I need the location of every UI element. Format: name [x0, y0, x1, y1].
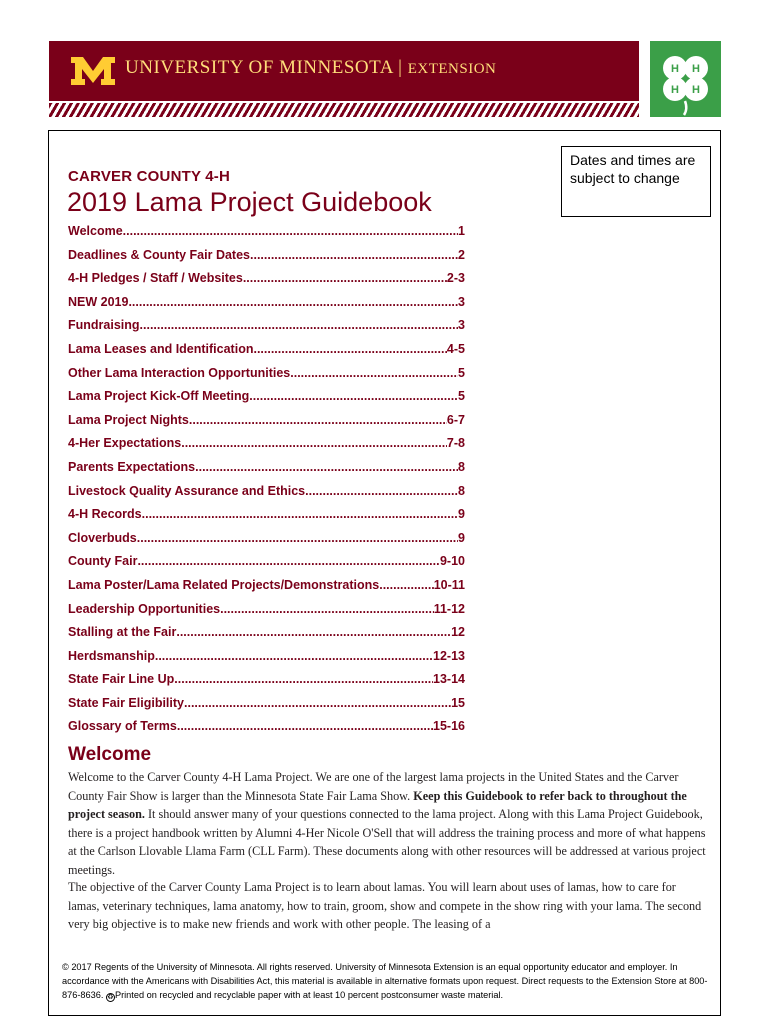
table-of-contents: [68, 224, 465, 743]
toc-leader-dots: [195, 460, 458, 474]
toc-entry-label: Lama Project Nights: [68, 412, 189, 427]
toc-entry-page: 8: [458, 483, 465, 498]
4h-clover-logo: [650, 41, 721, 117]
toc-entry[interactable]: [68, 342, 465, 366]
toc-entry-page: 2-3: [446, 271, 465, 286]
toc-leader-dots: [174, 672, 433, 686]
toc-entry[interactable]: [68, 531, 465, 555]
toc-entry[interactable]: [68, 366, 465, 390]
toc-entry-page: 1: [458, 224, 465, 238]
toc-entry-label: Lama Poster/Lama Related Projects/Demonstrations: [68, 577, 380, 592]
toc-entry-label: County Fair: [68, 554, 138, 569]
toc-entry-page: 11-12: [433, 601, 465, 616]
svg-text:H: H: [692, 63, 700, 75]
toc-entry-page: 10-11: [433, 577, 465, 592]
toc-entry[interactable]: [68, 295, 465, 319]
toc-leader-dots: [123, 224, 458, 238]
toc-leader-dots: [379, 578, 434, 592]
footer-text-a: © 2017 Regents of the University of Minnesota. All rights reserved. University of Minnesota Extension is an equal opportunity educator and employer. In accordance with the Americans with Disabilities Act, this material is available in alternative formats upon request. Direct requests to the Extension Store at 800-876-8636.: [62, 962, 708, 1000]
toc-entry[interactable]: [68, 271, 465, 295]
toc-leader-dots: [184, 696, 451, 710]
toc-entry[interactable]: [68, 672, 465, 696]
toc-entry-page: 15: [451, 695, 465, 710]
svg-text:H: H: [671, 63, 679, 75]
toc-entry-page: 12: [451, 625, 465, 640]
toc-entry[interactable]: [68, 484, 465, 508]
toc-entry[interactable]: [68, 578, 465, 602]
toc-entry-label: Fundraising: [68, 318, 140, 333]
toc-entry-page: 3: [458, 294, 465, 309]
toc-entry-page: 9: [458, 530, 465, 545]
dates-notice: Dates and times are subject to change: [561, 146, 711, 217]
toc-leader-dots: [128, 295, 458, 309]
toc-entry-page: 9: [458, 507, 465, 522]
toc-leader-dots: [176, 625, 451, 639]
toc-entry[interactable]: [68, 719, 465, 743]
welcome-paragraph-2: The objective of the Carver County Lama Project is to learn about lamas. You will learn about uses of lamas, how to care for lamas, veterinary techniques, lama anatomy, how to train, groom, show and compete in the show ring with your lama. The second very big objective is to make new friends and work with other people. The leasing of a: [68, 880, 702, 931]
toc-entry-page: 6-7: [446, 412, 465, 427]
toc-leader-dots: [137, 554, 440, 568]
toc-leader-dots: [220, 602, 434, 616]
toc-entry-label: Other Lama Interaction Opportunities: [68, 365, 291, 380]
page-title: 2019 Lama Project Guidebook: [67, 187, 432, 217]
toc-entry[interactable]: [68, 554, 465, 578]
toc-entry-label: State Fair Line Up: [68, 672, 175, 687]
toc-entry[interactable]: [68, 696, 465, 720]
toc-entry-label: State Fair Eligibility: [68, 695, 184, 710]
toc-entry-label: 4-H Pledges / Staff / Websites: [68, 271, 243, 286]
clover-icon: [650, 41, 721, 117]
toc-entry-page: 15-16: [433, 719, 465, 734]
brand-extension: EXTENSION: [407, 61, 497, 77]
toc-entry-page: 4-5: [446, 341, 465, 356]
recycle-icon: ♻: [107, 994, 114, 1001]
toc-entry-page: 8: [458, 459, 465, 474]
toc-entry-label: Lama Project Kick-Off Meeting: [68, 389, 250, 404]
toc-entry[interactable]: [68, 436, 465, 460]
toc-entry-page: 12-13: [433, 648, 465, 663]
toc-entry-label: Stalling at the Fair: [68, 625, 177, 640]
welcome-text-a: Welcome to the Carver County 4-H Lama Project. We are one of the largest lama projects in the United States and the Carver County Fair Show is larger than the Minnesota State Fair Lama Show.: [68, 770, 679, 803]
footer-text-b: Printed on recycled and recyclable paper with at least 10 percent postconsumer waste material.: [114, 990, 504, 1000]
brand-divider: |: [398, 57, 403, 78]
footer-copyright: [62, 960, 710, 1002]
university-m-logo-icon: [69, 55, 117, 87]
toc-entry-page: 7-8: [446, 436, 465, 451]
toc-leader-dots: [290, 366, 458, 380]
toc-entry-label: Herdsmanship: [68, 648, 155, 663]
toc-entry-label: Glossary of Terms: [68, 719, 177, 734]
svg-text:H: H: [671, 84, 679, 96]
toc-leader-dots: [177, 719, 433, 733]
toc-entry-label: NEW 2019: [68, 294, 129, 309]
toc-leader-dots: [140, 318, 459, 332]
toc-entry-label: Livestock Quality Assurance and Ethics: [68, 483, 306, 498]
toc-entry-page: 5: [458, 389, 465, 404]
welcome-text-bold: Keep this Guidebook to refer back to throughout the project season.: [68, 788, 687, 821]
toc-entry-label: Cloverbuds: [68, 530, 137, 545]
toc-leader-dots: [305, 484, 458, 498]
toc-entry[interactable]: [68, 224, 465, 248]
svg-text:H: H: [692, 84, 700, 96]
toc-leader-dots: [155, 649, 433, 663]
welcome-paragraph-1: [68, 768, 708, 879]
header-banner: [49, 41, 639, 101]
toc-entry[interactable]: [68, 413, 465, 437]
toc-entry[interactable]: [68, 389, 465, 413]
toc-entry-label: Parents Expectations: [68, 459, 196, 474]
toc-leader-dots: [181, 436, 447, 450]
toc-entry-label: Leadership Opportunities: [68, 601, 221, 616]
toc-leader-dots: [249, 389, 458, 403]
toc-entry-label: 4-H Records: [68, 507, 142, 522]
toc-leader-dots: [142, 507, 458, 521]
welcome-text-b: It should answer many of your questions connected to the lama project. Along with this Lama Project Guidebook, there is a project handbook written by Alumni 4-Her Nicole O'Sell that will address the training process and more of what happens at the Carlson Llovable Llama Farm (CLL Farm). These documents along with other resources will be addressed at various project meetings.: [68, 807, 706, 877]
toc-entry[interactable]: [68, 649, 465, 673]
toc-leader-dots: [189, 413, 447, 427]
toc-entry-label: 4-Her Expectations: [68, 436, 182, 451]
toc-entry-page: 2: [458, 247, 465, 262]
toc-entry-label: Welcome: [68, 224, 123, 238]
toc-leader-dots: [250, 248, 458, 262]
toc-entry-page: 13-14: [433, 672, 465, 687]
decorative-stripes: [49, 103, 639, 117]
toc-entry[interactable]: [68, 602, 465, 626]
toc-leader-dots: [253, 342, 446, 356]
university-name: [125, 57, 496, 79]
brand-main: UNIVERSITY OF MINNESOTA: [125, 57, 393, 78]
toc-entry-page: 5: [458, 365, 465, 380]
toc-entry[interactable]: [68, 318, 465, 342]
toc-entry-label: Deadlines & County Fair Dates: [68, 247, 250, 262]
toc-entry[interactable]: [68, 507, 465, 531]
toc-entry[interactable]: [68, 248, 465, 272]
toc-entry[interactable]: [68, 460, 465, 484]
toc-entry-label: Lama Leases and Identification: [68, 341, 254, 356]
welcome-heading: Welcome: [68, 744, 152, 765]
toc-entry[interactable]: [68, 625, 465, 649]
toc-entry-page: 3: [458, 318, 465, 333]
toc-leader-dots: [243, 271, 447, 285]
toc-entry-page: 9-10: [439, 554, 465, 569]
county-label: CARVER COUNTY 4-H: [68, 168, 231, 185]
toc-leader-dots: [137, 531, 458, 545]
